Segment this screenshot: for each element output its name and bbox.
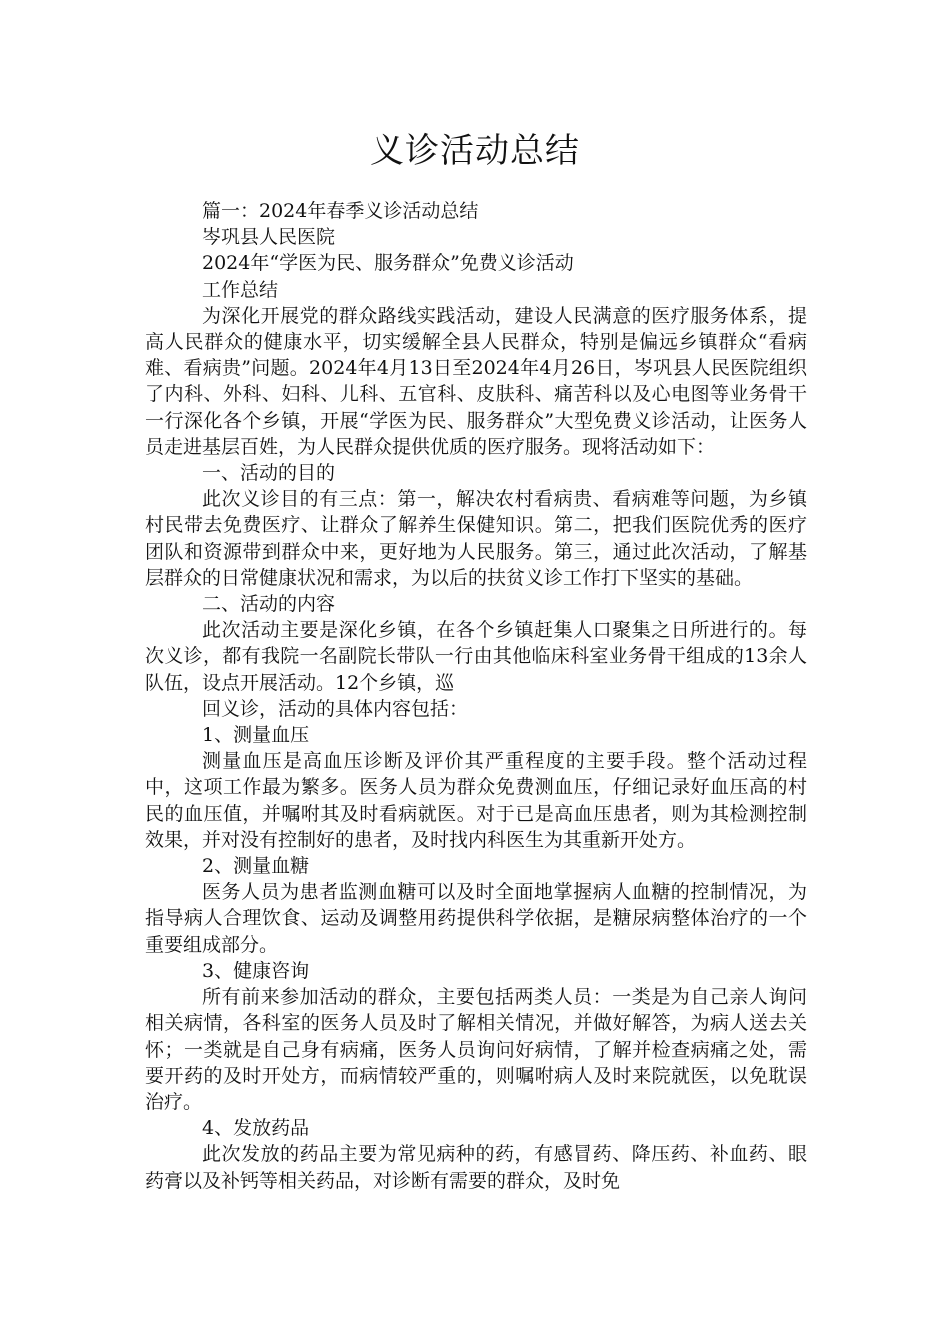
subheading-medicine: 4、发放药品 (202, 1117, 310, 1140)
section-heading-purpose: 一、活动的目的 (202, 462, 336, 485)
activity-name-line: 2024年“学医为民、服务群众”免费义诊活动 (202, 252, 574, 275)
section-heading-content: 二、活动的内容 (202, 593, 336, 616)
content-paragraph: 此次活动主要是深化乡镇，在各个乡镇赶集人口聚集之日所进行的。每次义诊，都有我院一名副院长带队一行由其他临床科室业务骨干组成的13余人队伍，设点开展活动。12个乡镇，巡 (145, 619, 807, 694)
document-body (145, 198, 807, 1194)
purpose-paragraph: 此次义诊目的有三点：第一，解决农村看病贵、看病难等问题，为乡镇村民带去免费医疗、让群众了解养生保健知识。第二，把我们医院优秀的医疗团队和资源带到群众中来，更好地为人民服务。第三，通过此次活动，了解基层群众的日常健康状况和需求，为以后的扶贫义诊工作打下坚实的基础。 (145, 488, 807, 589)
subheading-blood-sugar: 2、测量血糖 (202, 855, 310, 878)
health-consult-paragraph: 所有前来参加活动的群众，主要包括两类人员：一类是为自己亲人询问相关病情，各科室的医务人员及时了解相关情况，并做好解答，为病人送去关怀；一类就是自己身有病痛，医务人员询问好病情，了解并检查病痛之处，需要开药的及时开处方，而病情较严重的，则嘱咐病人及时来院就医，以免耽误治疗。 (145, 986, 807, 1113)
blood-sugar-paragraph: 医务人员为患者监测血糖可以及时全面地掌握病人血糖的控制情况，为指导病人合理饮食、运动及调整用药提供科学依据，是糖尿病整体治疗的一个重要组成部分。 (145, 881, 807, 956)
report-type-line: 工作总结 (202, 278, 279, 301)
subtitle-line: 篇一：2024年春季义诊活动总结 (202, 200, 479, 222)
subheading-blood-pressure: 1、测量血压 (202, 724, 310, 747)
medicine-paragraph: 此次发放的药品主要为常见病种的药，有感冒药、降压药、补血药、眼药膏以及补钙等相关药品，对诊断有需要的群众，及时免 (145, 1143, 807, 1192)
content-paragraph-continued: 回义诊，活动的具体内容包括： (202, 697, 469, 720)
document-title: 义诊活动总结 (370, 131, 580, 171)
blood-pressure-paragraph: 测量血压是高血压诊断及评价其严重程度的主要手段。整个活动过程中，这项工作最为繁多。医务人员为群众免费测血压，仔细记录好血压高的村民的血压值，并嘱咐其及时看病就医。对于已是高血压患者，则为其检测控制效果，并对没有控制好的患者，及时找内科医生为其重新开处方。 (145, 750, 807, 851)
intro-paragraph: 为深化开展党的群众路线实践活动，建设人民满意的医疗服务体系，提高人民群众的健康水平，切实缓解全县人民群众，特别是偏远乡镇群众“看病难、看病贵”问题。2024年4月13日至2024年4月26日，岑巩县人民医院组织了内科、外科、妇科、儿科、五官科、皮肤科、痛苦科以及心电图等业务骨干一行深化各个乡镇，开展“学医为民、服务群众”大型免费义诊活动，让医务人员走进基层百姓，为人民群众提供优质的医疗服务。现将活动如下： (145, 304, 807, 458)
subheading-health-consult: 3、健康咨询 (202, 959, 310, 982)
organization-line: 岑巩县人民医院 (202, 226, 336, 249)
